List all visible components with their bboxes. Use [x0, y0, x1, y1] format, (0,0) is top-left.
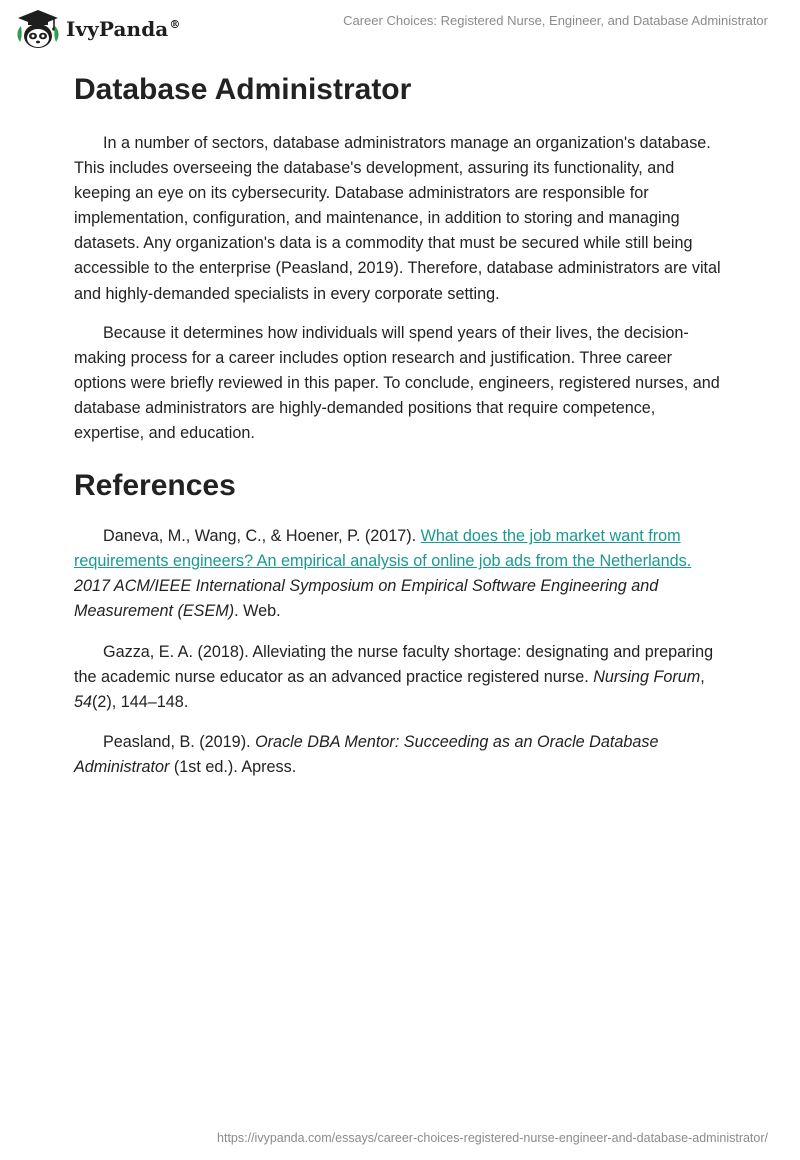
body-paragraph: Because it determines how individuals will spend years of their lives, the decision-making process for a career includes option research and justification. Three career options were briefly reviewed in this paper. To conclude, engineers, registered nurses, and database administrators are highly-demanded positions that require competence, expertise, and education.	[74, 323, 720, 443]
document-body	[74, 70, 724, 780]
reference-link[interactable]: What does the job market want from requirements engineers? An empirical analysis of online job ads from the Netherlands.	[74, 527, 692, 571]
brand-name: IvyPanda®	[66, 17, 181, 41]
reference-journal: Nursing Forum	[593, 667, 701, 686]
panda-graduate-icon	[14, 8, 62, 50]
reference-text: Gazza, E. A. (2018). Alleviating the nurse faculty shortage: designating and preparing the academic nurse educator as an advanced practice registered nurse.	[74, 642, 714, 686]
body-paragraph: In a number of sectors, database administrators manage an organization's database. This includes overseeing the database's development, assuring its functionality, and keeping an eye on its cybersecurity. Database administrators are responsible for implementation, configuration, and maintenance, in addition to storing and managing datasets. Any organization's data is a commodity that must be secured while still being accessible to the enterprise (Peasland, 2019). Therefore, database administrators are vital and highly-demanded specialists in every corporate setting.	[74, 134, 721, 303]
section-heading-database-administrator: Database Administrator	[74, 73, 412, 106]
section-heading-references: References	[74, 469, 236, 503]
registered-mark: ®	[169, 18, 181, 32]
reference-entry: Gazza, E. A. (2018). Alleviating the nurse faculty shortage: designating and preparing the academic nurse educator as an advanced practice registered nurse. Nursing Forum, 54(2), 144–148.	[74, 642, 714, 711]
reference-entry: Peasland, B. (2019). Oracle DBA Mentor: Succeeding as an Oracle Database Administrator (1st ed.). Apress.	[74, 732, 659, 776]
brand-logo[interactable]	[14, 8, 180, 50]
reference-source: 2017 ACM/IEEE International Symposium on Empirical Software Engineering and Measurement (ESEM)	[74, 577, 659, 621]
document-title: Career Choices: Registered Nurse, Engineer, and Database Administrator	[343, 13, 768, 28]
source-url[interactable]: https://ivypanda.com/essays/career-choices-registered-nurse-engineer-and-database-administrator/	[217, 1131, 768, 1145]
reference-entry: Daneva, M., Wang, C., & Hoener, P. (2017). What does the job market want from requirements engineers? An empirical analysis of online job ads from the Netherlands. 2017 ACM/IEEE International Symposium on Empirical Software Engineering and Measurement (ESEM). Web.	[74, 527, 692, 621]
reference-book-title: Oracle DBA Mentor: Succeeding as an Oracle Database Administrator	[74, 732, 659, 776]
reference-authors: Daneva, M., Wang, C., & Hoener, P. (2017).	[103, 527, 421, 546]
reference-volume: 54	[74, 692, 93, 711]
reference-authors: Peasland, B. (2019).	[103, 732, 256, 751]
